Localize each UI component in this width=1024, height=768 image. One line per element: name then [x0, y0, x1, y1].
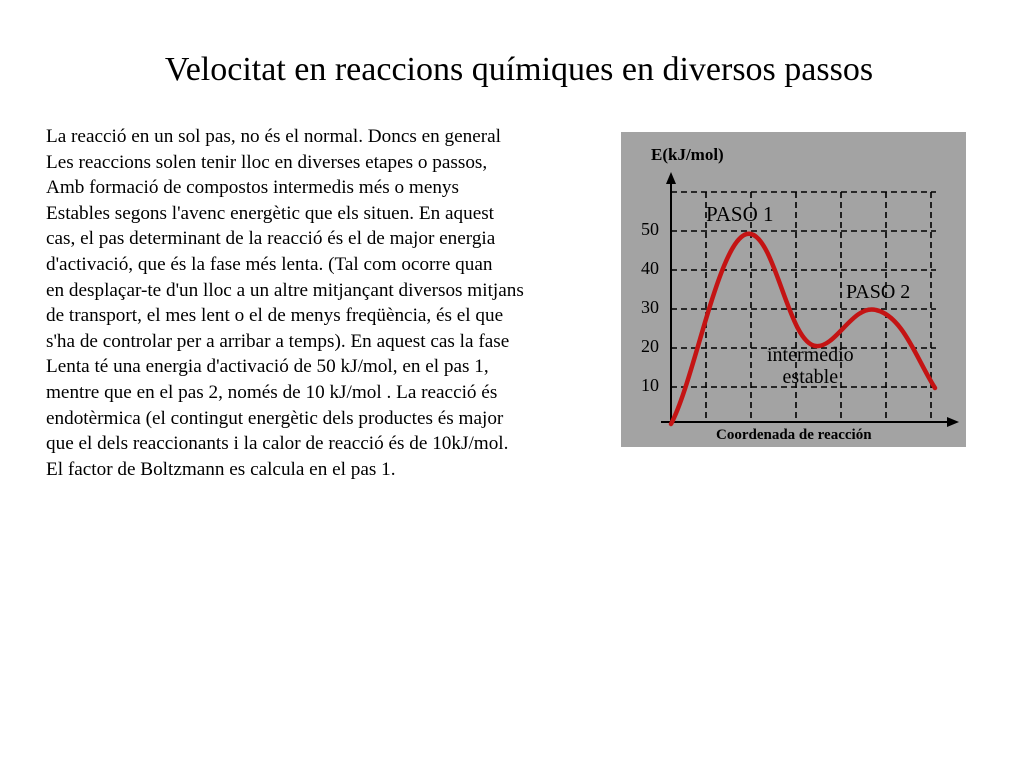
y-tick-label: 50 [641, 219, 659, 239]
energy-diagram-svg [621, 132, 966, 447]
paso1-label: PASO 1 [706, 202, 774, 226]
intermediate-label [767, 344, 854, 388]
intermediate-label-line1: intermedio [767, 344, 854, 366]
text-line: Estables segons l'avenc energètic que els situen. En aquest [46, 202, 495, 224]
text-line: s'ha de controlar per a arribar a temps). En aquest cas la fase [46, 330, 510, 352]
text-line: La reacció en un sol pas, no és el normal. Doncs en general [46, 126, 502, 147]
text-line: en desplaçar-te d'un lloc a un altre mitjançant diversos mitjans [46, 279, 524, 301]
text-line: d'activació, que és la fase més lenta. (Tal com ocorre quan [46, 253, 493, 275]
y-tick-label: 40 [641, 258, 659, 278]
y-tick-label: 10 [641, 375, 659, 395]
text-line: Lenta té una energia d'activació de 50 kJ/mol, en el pas 1, [46, 356, 489, 378]
text-line: que el dels reaccionants i la calor de reacció és de 10kJ/mol. [46, 433, 509, 455]
text-line: de transport, el mes lent o el de menys freqüència, és el que [46, 305, 504, 327]
text-line: Amb formació de compostos intermedis més o menys [46, 177, 459, 199]
y-axis-arrow-icon [666, 172, 676, 184]
body-text [46, 124, 646, 482]
text-line: endotèrmica (el contingut energètic dels productes és major [46, 407, 504, 429]
y-axis-label: E(kJ/mol) [651, 145, 724, 164]
energy-diagram-figure [621, 132, 966, 447]
reaction-energy-curve [671, 234, 935, 424]
intermediate-label-line2: estable [782, 366, 839, 388]
x-axis-label: Coordenada de reacción [716, 427, 872, 443]
x-axis-arrow-icon [947, 417, 959, 427]
y-tick-label: 30 [641, 297, 659, 317]
text-line: El factor de Boltzmann es calcula en el pas 1. [46, 458, 396, 480]
text-line: mentre que en el pas 2, només de 10 kJ/mol . La reacció és [46, 381, 498, 403]
y-tick-label: 20 [641, 336, 659, 356]
paso2-label: PASO 2 [846, 281, 911, 303]
text-line: cas, el pas determinant de la reacció és el de major energia [46, 228, 496, 250]
slide-title: Velocitat en reaccions químiques en diversos passos [164, 51, 874, 88]
text-line: Les reaccions solen tenir lloc en diverses etapes o passos, [46, 151, 488, 173]
